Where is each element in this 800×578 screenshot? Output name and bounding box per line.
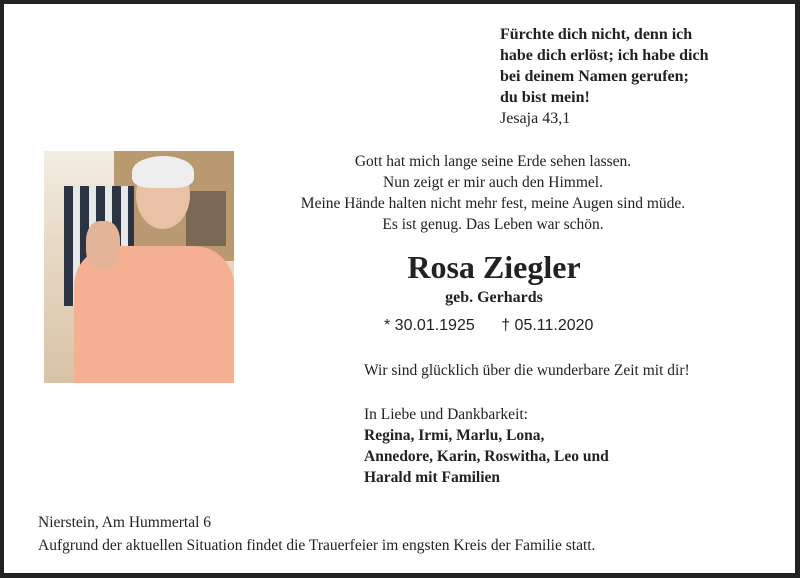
funeral-notice: Aufgrund der aktuellen Situation findet die Trauerfeier im engsten Kreis der Familie statt.	[38, 537, 596, 554]
poem	[254, 151, 732, 235]
mourner-names: Annedore, Karin, Roswitha, Leo und	[364, 448, 609, 465]
deceased-name: Rosa Ziegler	[407, 249, 581, 285]
poem-line: Es ist genug. Das Leben war schön.	[382, 216, 604, 233]
verse-line: bei deinem Namen gerufen;	[500, 68, 689, 85]
gratitude-text: Wir sind glücklich über die wunderbare Zeit mit dir!	[364, 362, 690, 379]
portrait-photo	[44, 151, 234, 383]
mourners-intro: In Liebe und Dankbarkeit:	[364, 406, 528, 423]
verse-line: habe dich erlöst; ich habe dich	[500, 47, 709, 64]
photo-person-hair	[132, 156, 194, 188]
verse-line: du bist mein!	[500, 89, 590, 106]
life-dates	[384, 317, 615, 335]
poem-line: Nun zeigt er mir auch den Himmel.	[383, 174, 603, 191]
birth-date: * 30.01.1925	[384, 317, 475, 334]
birth-name: geb. Gerhards	[445, 289, 543, 306]
poem-line: Gott hat mich lange seine Erde sehen lassen.	[354, 153, 632, 170]
footer	[38, 511, 595, 557]
photo-waving-hand	[86, 221, 120, 269]
photo-books	[186, 191, 226, 246]
mourners	[364, 404, 609, 488]
bible-verse	[500, 24, 708, 129]
mourner-names: Harald mit Familien	[364, 469, 501, 486]
verse-line: Fürchte dich nicht, denn ich	[500, 26, 693, 43]
verse-reference: Jesaja 43,1	[500, 110, 571, 127]
mourner-names: Regina, Irmi, Marlu, Lona,	[364, 427, 545, 444]
poem-line: Meine Hände halten nicht mehr fest, meine Augen sind müde.	[300, 195, 686, 212]
address: Nierstein, Am Hummertal 6	[38, 514, 212, 531]
death-date: † 05.11.2020	[501, 317, 594, 334]
obituary-card	[4, 4, 795, 573]
